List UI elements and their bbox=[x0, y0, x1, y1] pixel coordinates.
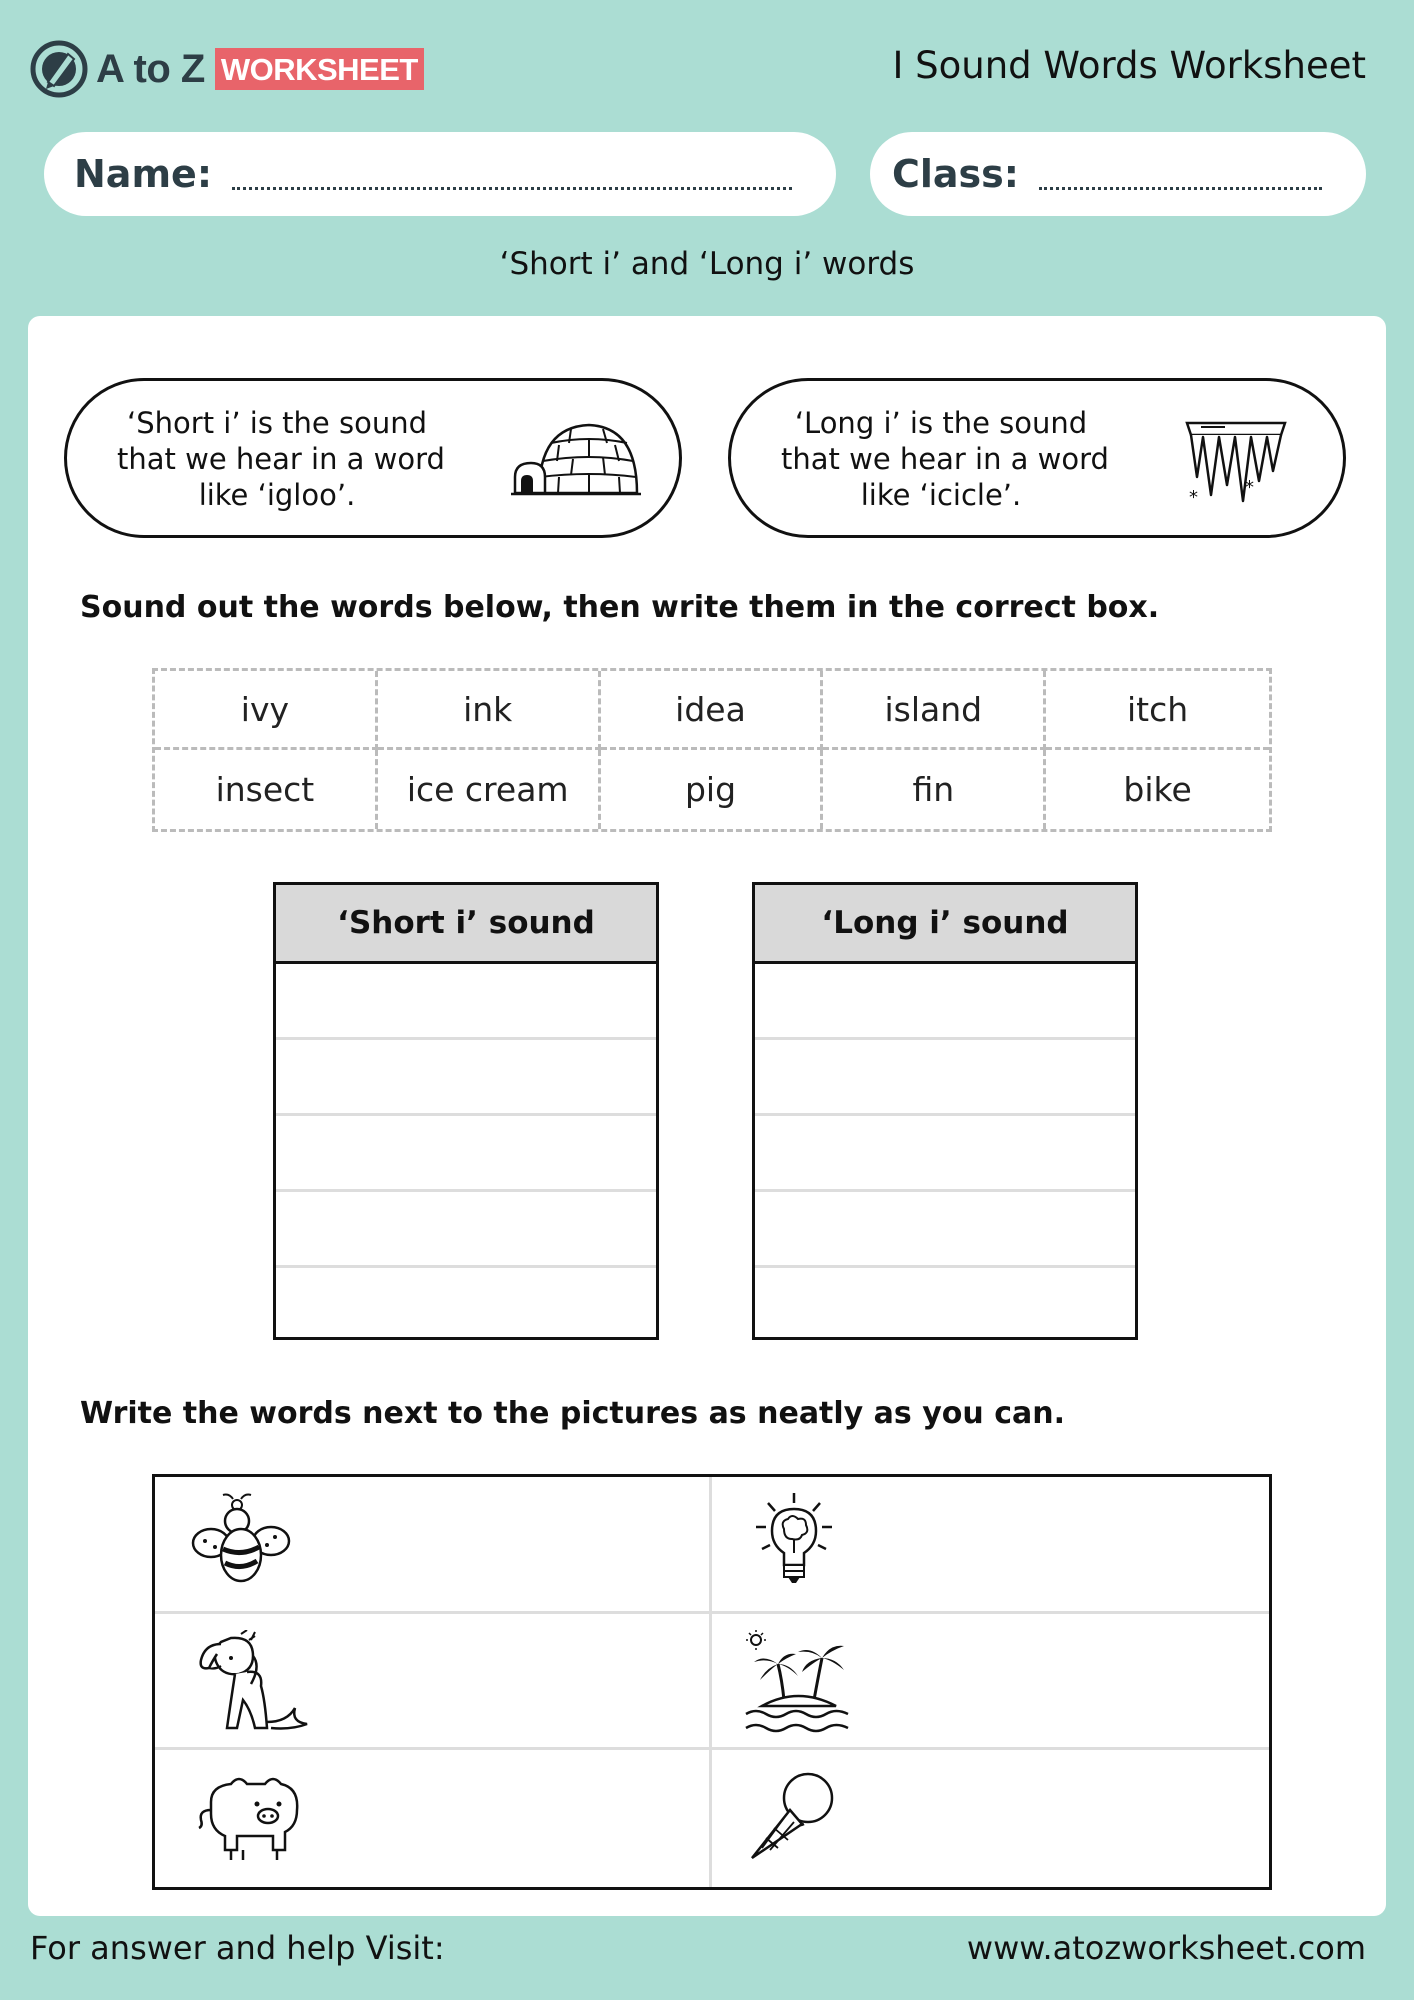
picture-cell[interactable] bbox=[712, 1614, 1269, 1751]
footer-website-link[interactable]: www.atozworksheet.com bbox=[966, 1929, 1366, 1967]
long-i-table bbox=[752, 882, 1138, 1340]
callout-line: ‘Short i’ is the sound bbox=[127, 406, 427, 440]
pig-icon bbox=[191, 1766, 303, 1866]
word-bank-item: ice cream bbox=[378, 750, 601, 829]
word-bank-item: pig bbox=[601, 750, 824, 829]
logo-badge: WORKSHEET bbox=[215, 48, 424, 90]
answer-row[interactable] bbox=[755, 1116, 1135, 1192]
answer-row[interactable] bbox=[755, 1192, 1135, 1268]
instruction-sort: Sound out the words below, then write them in the correct box. bbox=[80, 590, 1160, 625]
brand-logo bbox=[30, 38, 424, 100]
word-bank-item: itch bbox=[1046, 671, 1269, 750]
worksheet-subtitle: ‘Short i’ and ‘Long i’ words bbox=[499, 246, 915, 282]
page-title: I Sound Words Worksheet bbox=[892, 44, 1366, 87]
instruction-write: Write the words next to the pictures as neatly as you can. bbox=[80, 1396, 1065, 1431]
answer-row[interactable] bbox=[276, 1116, 656, 1192]
callout-line: ‘Long i’ is the sound bbox=[794, 406, 1088, 440]
class-field[interactable] bbox=[870, 132, 1366, 216]
svg-text:*: * bbox=[1245, 477, 1254, 498]
long-i-header: ‘Long i’ sound bbox=[755, 885, 1135, 964]
svg-text:*: * bbox=[1189, 487, 1198, 507]
idea-lightbulb-icon bbox=[744, 1493, 848, 1589]
word-bank-item: bike bbox=[1123, 770, 1192, 809]
callout-line: that we hear in a word bbox=[781, 442, 1109, 476]
short-i-table bbox=[273, 882, 659, 1340]
callout-line: that we hear in a word bbox=[117, 442, 445, 476]
name-field[interactable] bbox=[44, 132, 836, 216]
name-label: Name: bbox=[74, 152, 213, 196]
island-icon bbox=[744, 1630, 854, 1736]
answer-row[interactable] bbox=[276, 1040, 656, 1116]
picture-cell[interactable] bbox=[712, 1750, 1269, 1887]
short-i-text bbox=[117, 405, 445, 513]
word-bank-item: island bbox=[823, 671, 1046, 750]
answer-row[interactable] bbox=[755, 1040, 1135, 1116]
word-bank bbox=[152, 668, 1272, 832]
icicle-icon bbox=[1181, 415, 1291, 507]
class-label: Class: bbox=[892, 152, 1019, 196]
igloo-icon bbox=[511, 417, 641, 501]
picture-cell[interactable] bbox=[155, 1477, 712, 1614]
name-line[interactable] bbox=[232, 185, 792, 190]
word-bank-item: ivy bbox=[155, 671, 378, 750]
answer-row[interactable] bbox=[276, 1268, 656, 1341]
word-bank-item: idea bbox=[601, 671, 824, 750]
answer-row[interactable] bbox=[755, 1268, 1135, 1341]
pencil-logo-icon bbox=[30, 40, 88, 98]
insect-icon bbox=[191, 1493, 295, 1589]
picture-cell[interactable] bbox=[155, 1614, 712, 1751]
answer-row[interactable] bbox=[276, 964, 656, 1040]
itch-dog-icon bbox=[191, 1630, 311, 1740]
word-bank-item: ink bbox=[378, 671, 601, 750]
callout-line: like ‘icicle’. bbox=[860, 478, 1022, 512]
picture-cell[interactable] bbox=[155, 1750, 712, 1887]
long-i-text bbox=[781, 405, 1109, 513]
logo-text: A to Z bbox=[96, 46, 205, 91]
long-i-callout bbox=[728, 378, 1346, 538]
picture-cell[interactable] bbox=[712, 1477, 1269, 1614]
word-bank-item: insect bbox=[155, 750, 378, 829]
answer-row[interactable] bbox=[755, 964, 1135, 1040]
class-line[interactable] bbox=[1039, 185, 1322, 190]
ice-cream-icon bbox=[744, 1766, 844, 1866]
footer-help-text: For answer and help Visit: bbox=[30, 1929, 445, 1967]
word-bank-item: fin bbox=[823, 750, 1046, 829]
picture-table bbox=[152, 1474, 1272, 1890]
short-i-callout bbox=[64, 378, 682, 538]
short-i-header: ‘Short i’ sound bbox=[276, 885, 656, 964]
callout-line: like ‘igloo’. bbox=[198, 478, 356, 512]
answer-row[interactable] bbox=[276, 1192, 656, 1268]
